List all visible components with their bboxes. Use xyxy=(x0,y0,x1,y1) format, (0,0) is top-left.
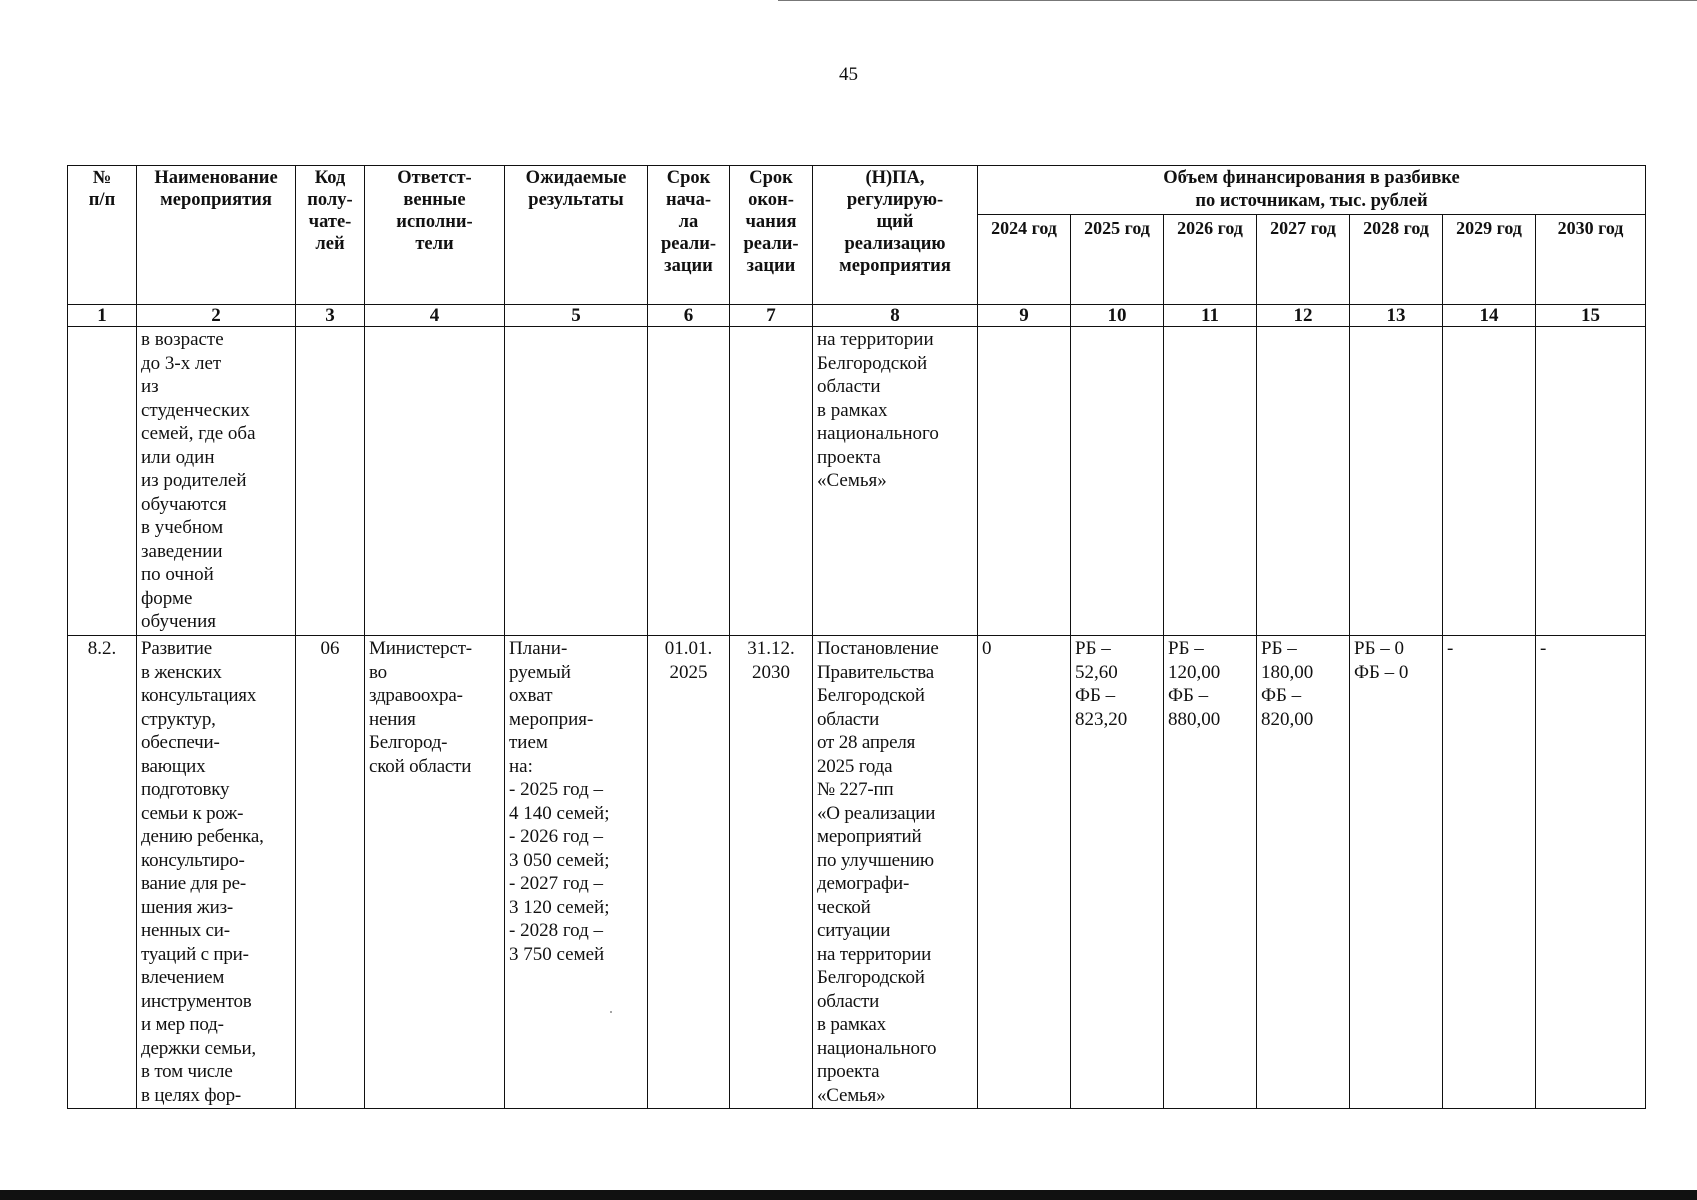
column-number: 6 xyxy=(648,305,730,327)
financing-table xyxy=(67,165,1646,1109)
column-number: 9 xyxy=(978,305,1071,327)
financing-2027-cell: РБ – 180,00 ФБ – 820,00 xyxy=(1257,636,1350,1109)
header-year: 2027 год xyxy=(1257,215,1350,305)
expected-results-cell xyxy=(505,327,648,636)
financing-2029-cell xyxy=(1443,327,1536,636)
column-number: 10 xyxy=(1071,305,1164,327)
top-rule-line xyxy=(778,0,1697,1)
recipient-code-cell: 06 xyxy=(296,636,365,1109)
column-number: 4 xyxy=(365,305,505,327)
column-number: 14 xyxy=(1443,305,1536,327)
start-date-cell xyxy=(648,327,730,636)
header-number: № п/п xyxy=(68,166,137,305)
header-activity-name: Наименование мероприятия xyxy=(137,166,296,305)
header-year: 2025 год xyxy=(1071,215,1164,305)
header-year: 2030 год xyxy=(1536,215,1646,305)
legal-act-cell: Постановление Правительства Белгородской области от 28 апреля 2025 года № 227-пп «О реализации мероприятий по улучшению демографи- ческой ситуации на территории Белгородской области в рамках национального проекта «Семья» xyxy=(813,636,978,1109)
page-number: 45 xyxy=(839,64,858,85)
financing-2026-cell xyxy=(1164,327,1257,636)
table-row xyxy=(68,636,1646,1109)
header-start-date: Срок нача- ла реали- зации xyxy=(648,166,730,305)
column-number: 12 xyxy=(1257,305,1350,327)
column-number: 13 xyxy=(1350,305,1443,327)
financing-2024-cell xyxy=(978,327,1071,636)
column-number: 2 xyxy=(137,305,296,327)
column-number: 5 xyxy=(505,305,648,327)
activity-name-cell: в возрасте до 3-х лет из студенческих семей, где оба или один из родителей обучаются в учебном заведении по очной форме обучения xyxy=(137,327,296,636)
legal-act-cell: на территории Белгородской области в рамках национального проекта «Семья» xyxy=(813,327,978,636)
executors-cell: Министерст- во здравоохра- нения Белгород- ской области xyxy=(365,636,505,1109)
row-number-cell xyxy=(68,327,137,636)
financing-2030-cell: - xyxy=(1536,636,1646,1109)
financing-2030-cell xyxy=(1536,327,1646,636)
header-year: 2028 год xyxy=(1350,215,1443,305)
expected-results-cell: Плани- руемый охват мероприя- тием на: - 2025 год – 4 140 семей; - 2026 год – 3 050 семей; - 2027 год – 3 120 семей; - 2028 год – 3 750 семей xyxy=(505,636,648,1109)
bottom-scan-edge xyxy=(0,1190,1697,1200)
header-recipient-code: Код полу- чате- лей xyxy=(296,166,365,305)
column-number: 15 xyxy=(1536,305,1646,327)
header-row xyxy=(68,166,1646,215)
executors-cell xyxy=(365,327,505,636)
financing-2027-cell xyxy=(1257,327,1350,636)
financing-2025-cell: РБ – 52,60 ФБ – 823,20 xyxy=(1071,636,1164,1109)
column-number: 11 xyxy=(1164,305,1257,327)
scan-speck xyxy=(610,1011,612,1013)
header-legal-act: (Н)ПА, регулирую- щий реализацию мероприятия xyxy=(813,166,978,305)
financing-2024-cell: 0 xyxy=(978,636,1071,1109)
header-financing: Объем финансирования в разбивке по источникам, тыс. рублей xyxy=(978,166,1646,215)
column-numbers-row xyxy=(68,305,1646,327)
column-number: 3 xyxy=(296,305,365,327)
column-number: 8 xyxy=(813,305,978,327)
financing-2026-cell: РБ – 120,00 ФБ – 880,00 xyxy=(1164,636,1257,1109)
end-date-cell: 31.12. 2030 xyxy=(730,636,813,1109)
header-year: 2024 год xyxy=(978,215,1071,305)
financing-2029-cell: - xyxy=(1443,636,1536,1109)
financing-2025-cell xyxy=(1071,327,1164,636)
header-year: 2026 год xyxy=(1164,215,1257,305)
activity-name-cell: Развитие в женских консультациях структур, обеспечи- вающих подготовку семьи к рож- дению ребенка, консультиро- вание для ре- шения жиз- ненных си- туаций с при- влечением инструментов и мер под- держки семьи, в том числе в целях фор- xyxy=(137,636,296,1109)
start-date-cell: 01.01. 2025 xyxy=(648,636,730,1109)
header-expected-results: Ожидаемые результаты xyxy=(505,166,648,305)
row-number-cell: 8.2. xyxy=(68,636,137,1109)
header-executors: Ответст- венные исполни- тели xyxy=(365,166,505,305)
column-number: 1 xyxy=(68,305,137,327)
header-year: 2029 год xyxy=(1443,215,1536,305)
table-row xyxy=(68,327,1646,636)
end-date-cell xyxy=(730,327,813,636)
recipient-code-cell xyxy=(296,327,365,636)
column-number: 7 xyxy=(730,305,813,327)
financing-2028-cell: РБ – 0 ФБ – 0 xyxy=(1350,636,1443,1109)
financing-2028-cell xyxy=(1350,327,1443,636)
header-end-date: Срок окон- чания реали- зации xyxy=(730,166,813,305)
